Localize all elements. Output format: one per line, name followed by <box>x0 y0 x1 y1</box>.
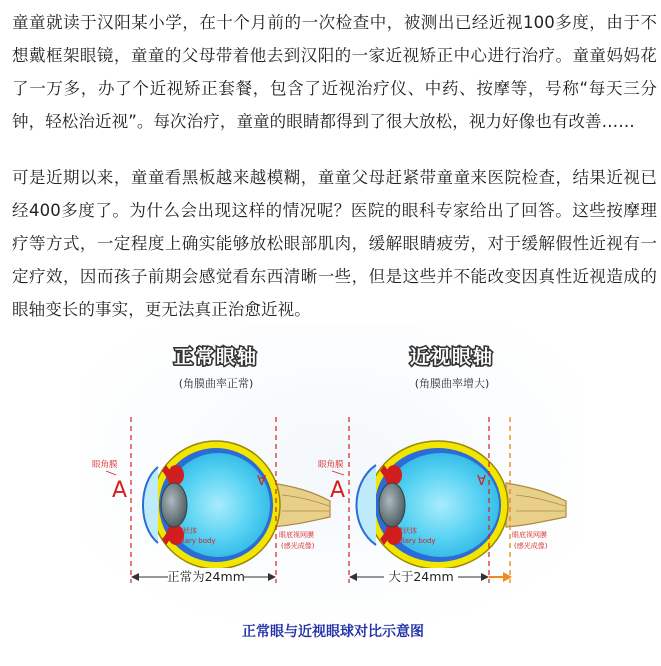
lens <box>161 483 187 527</box>
normal-cornea-label: 眼角膜 <box>92 460 118 470</box>
article-body <box>12 6 657 326</box>
figure-caption <box>86 621 580 641</box>
normal-axis-length: 正常为24mm <box>167 569 245 584</box>
myopic-retina-label: 眼底视网膜 <box>512 531 547 539</box>
myopic-retina-sub: (感光成像) <box>514 542 548 550</box>
myopic-image-letter: A <box>477 471 486 486</box>
paragraph-1: 童童就读于汉阳某小学，在十个月前的一次检查中，被测出已经近视100多度，由于不想戴框架眼镜，童童的父母带着他去到汉阳的一家近视矫正中心进行治疗。童童妈妈花了一万多，办了个近视矫正套餐，包含了近视治疗仪、中药、按摩等，号称“每天三分钟，轻松治近视”。每次治疗，童童的眼睛都得到了很大放松，视力好像也有改善…… <box>12 13 657 131</box>
normal-ciliary-en: Ciliary body <box>174 537 216 545</box>
paragraph-2: 可是近期以来，童童看黑板越来越模糊，童童父母赶紧带童童来医院检查，结果近视已经400多度了。为什么会出现这样的情况呢？医院的眼科专家给出了回答。这些按摩理疗等方式，一定程度上确实能够放松眼部肌肉，缓解眼睛疲劳，对于缓解假性近视有一定疗效，因而孩子前期会感觉看东西清晰一些，但是这些并不能改变因真性近视造成的眼轴变长的事实，更无法真正治愈近视。 <box>12 168 657 319</box>
myopic-ciliary-en: Ciliary body <box>394 537 436 545</box>
normal-retina-label: 眼底视网膜 <box>279 531 314 539</box>
normal-ciliary-cn: 睫状体 <box>176 527 197 535</box>
normal-object-letter: A <box>112 478 128 503</box>
myopic-axis-length: 大于24mm <box>388 569 454 584</box>
eye-diagram <box>86 325 580 625</box>
normal-image-letter: A <box>257 471 266 486</box>
myopic-ciliary-cn: 睫状体 <box>396 527 417 535</box>
myopic-object-letter: A <box>330 478 346 503</box>
normal-eye-subtitle: (角膜曲率正常) <box>178 377 254 390</box>
myopic-eye-subtitle: (角膜曲率增大) <box>414 377 490 390</box>
normal-retina-sub: (感光成像) <box>281 542 315 550</box>
lens <box>379 483 405 527</box>
myopic-eye-title: 近视眼轴 <box>409 346 495 368</box>
eye-comparison-figure <box>86 325 580 659</box>
normal-eye-title: 正常眼轴 <box>173 346 259 368</box>
figure-caption-text: 正常眼与近视眼球对比示意图 <box>242 624 424 640</box>
myopic-cornea-label: 眼角膜 <box>318 460 344 470</box>
